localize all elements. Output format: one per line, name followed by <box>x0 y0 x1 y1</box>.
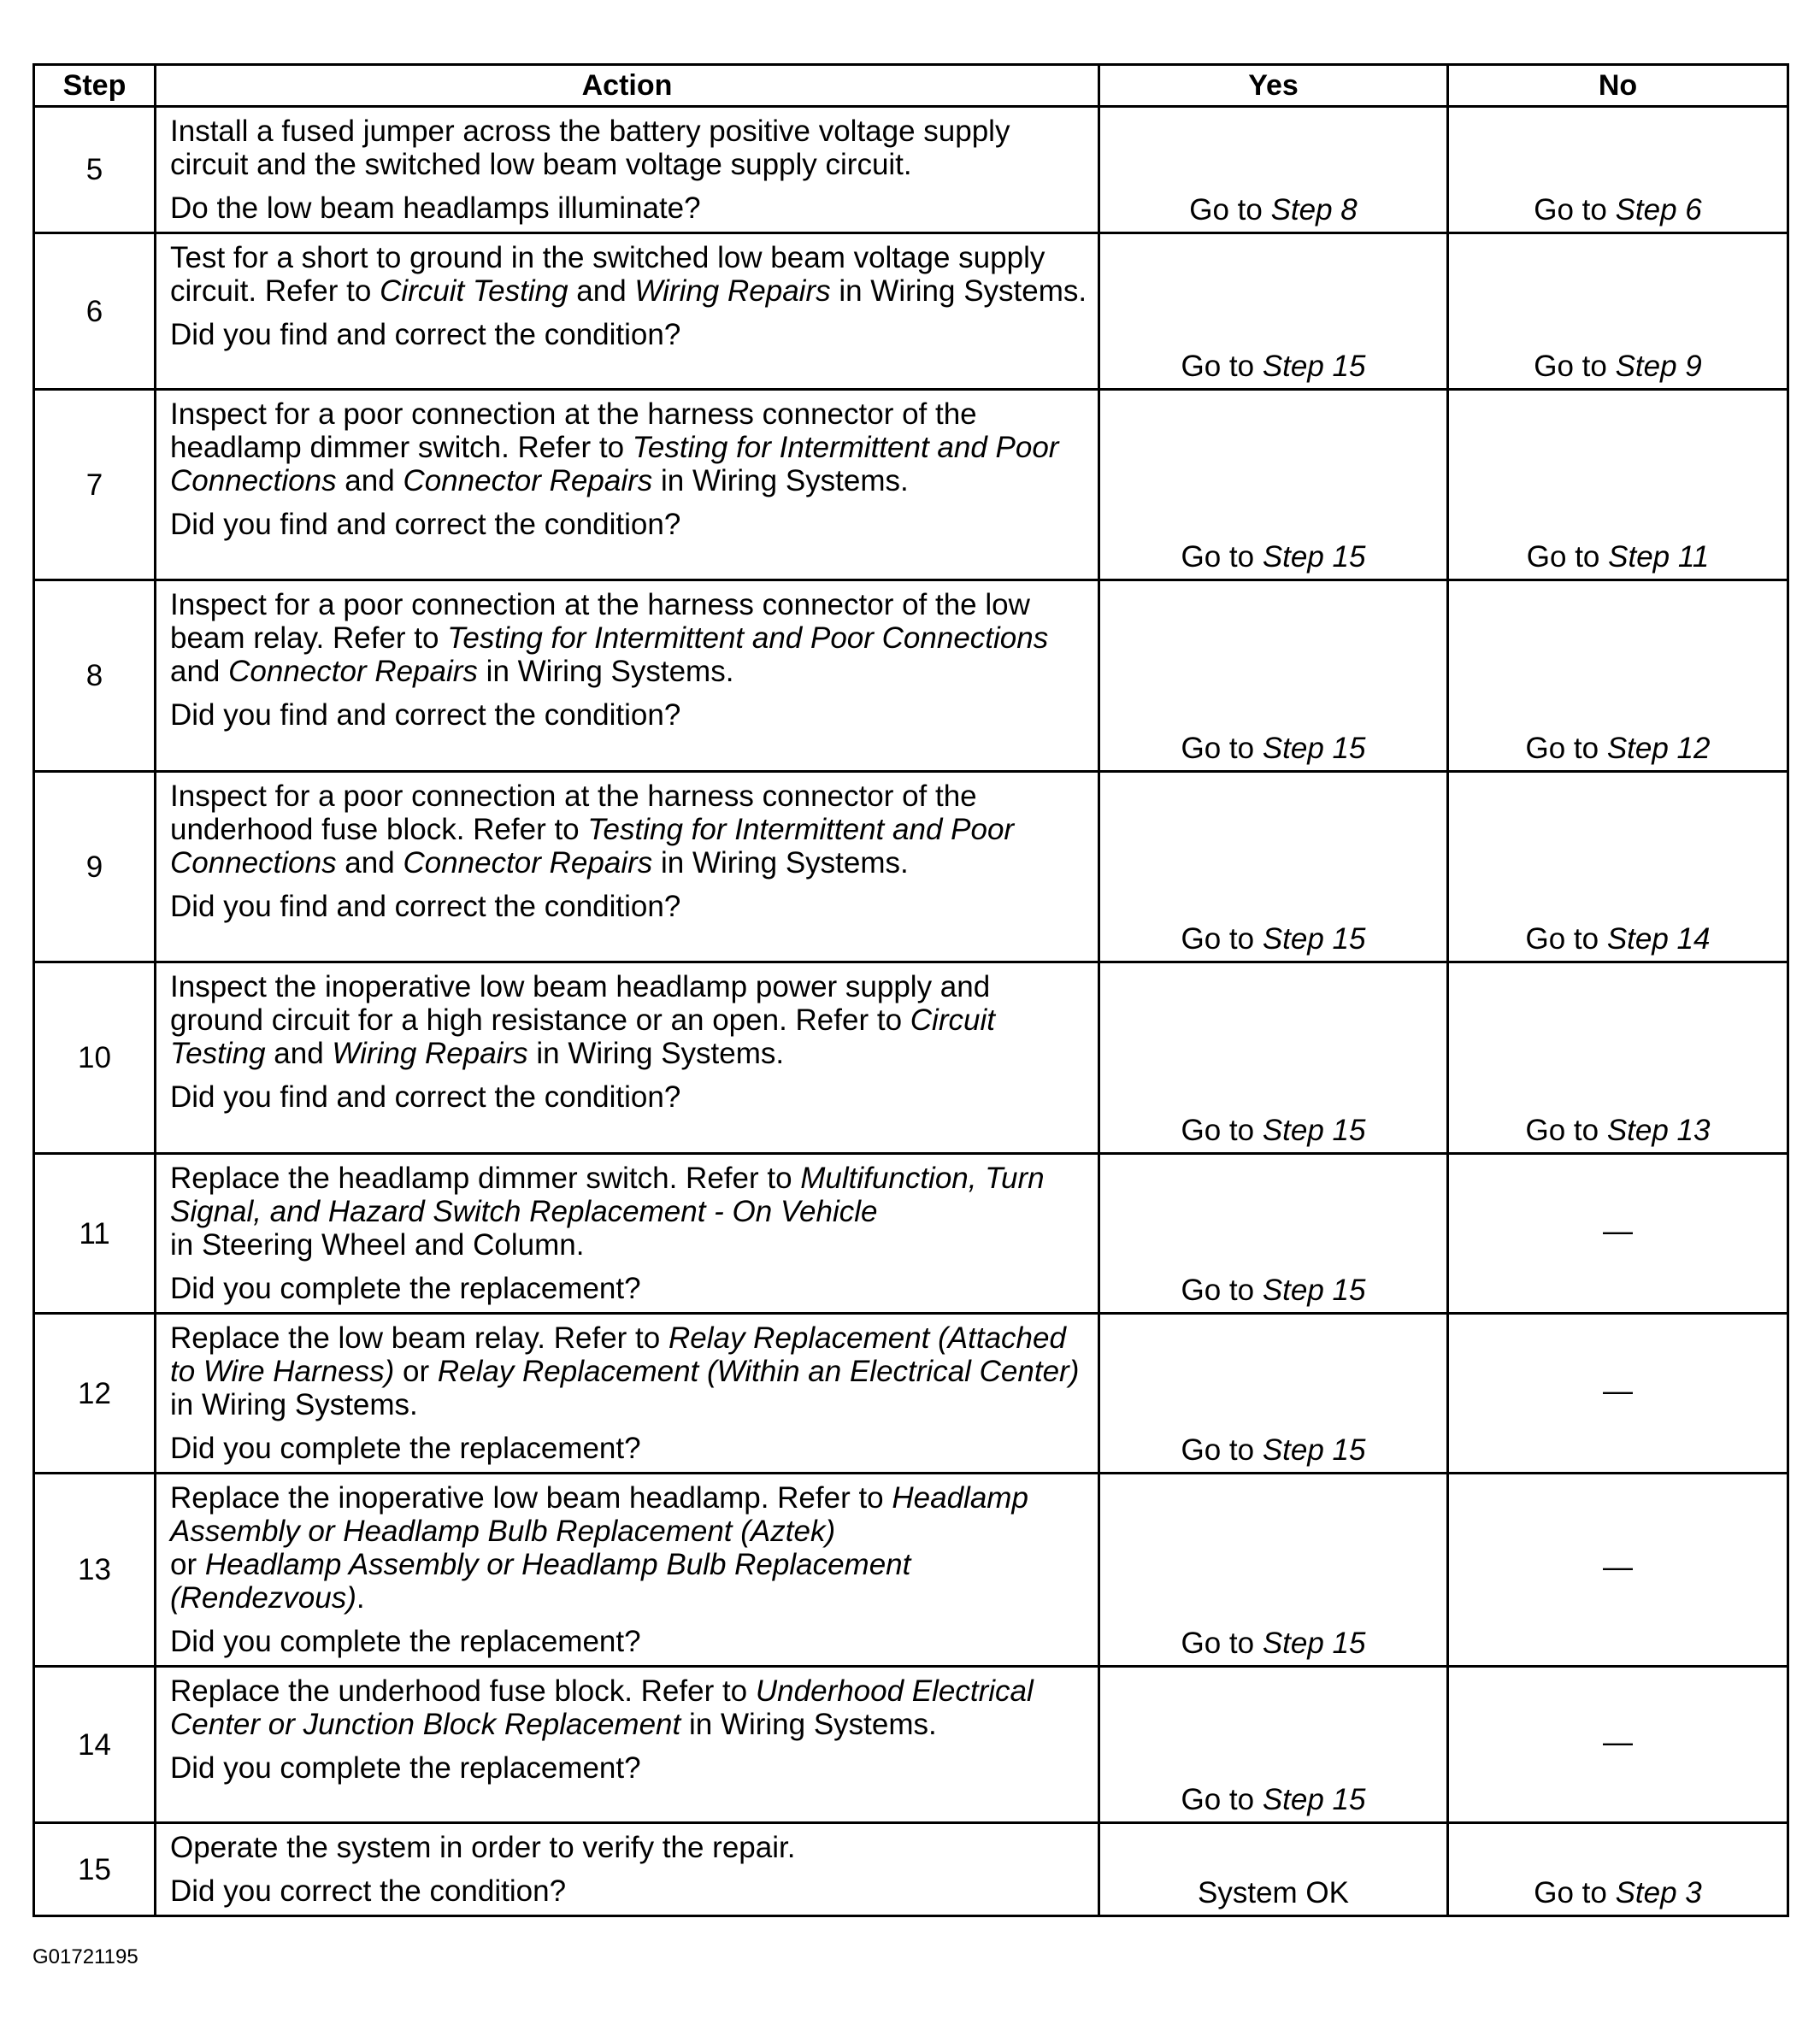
no-result <box>1448 390 1788 580</box>
no-result-none: — <box>1448 1314 1788 1474</box>
action-instruction <box>170 241 1087 308</box>
text-segment: or <box>394 1355 438 1388</box>
table-row <box>34 1474 1788 1667</box>
yes-result <box>1099 1667 1448 1823</box>
table-row <box>34 1667 1788 1823</box>
table-row <box>34 1314 1788 1474</box>
text-segment: and <box>170 655 229 688</box>
reference-link-text: Testing for Intermittent and Poor Connections <box>170 813 1015 880</box>
text-segment: in Wiring Systems. <box>652 846 909 880</box>
text-segment: Go to <box>1181 540 1263 574</box>
reference-link-text: Step 15 <box>1262 1274 1366 1307</box>
step-number: 6 <box>34 233 156 390</box>
text-segment: Install a fused jumper across the battery positive voltage supply circuit and the switched low beam voltage supply circuit. <box>170 115 1010 181</box>
text-segment: and <box>336 464 403 497</box>
action-question: Did you correct the condition? <box>170 1874 567 1908</box>
text-segment: . <box>356 1581 365 1615</box>
text-segment: Replace the low beam relay. Refer to <box>170 1321 669 1355</box>
step-number: 12 <box>34 1314 156 1474</box>
table-row <box>34 1154 1788 1314</box>
reference-link-text: Step 15 <box>1262 1114 1366 1147</box>
reference-link-text: Step 6 <box>1615 193 1702 227</box>
action-cell <box>156 233 1099 390</box>
reference-link-text: Connector Repairs <box>403 464 653 497</box>
text-segment: Go to <box>1189 193 1271 227</box>
action-question: Did you find and correct the condition? <box>170 698 681 732</box>
table-row <box>34 107 1788 233</box>
yes-result <box>1099 580 1448 772</box>
yes-result <box>1099 1474 1448 1667</box>
text-segment: Inspect for a poor connection at the harness connector of the headlamp dimmer switch. Refer to <box>170 397 977 464</box>
step-number: 14 <box>34 1667 156 1823</box>
action-question: Did you find and correct the condition? <box>170 318 681 351</box>
text-segment: Go to <box>1181 1433 1263 1467</box>
text-segment: Test for a short to ground in the switched low beam voltage supply circuit. Refer to <box>170 241 1045 308</box>
step-number: 15 <box>34 1823 156 1916</box>
text-segment: Replace the inoperative low beam headlamp. Refer to <box>170 1481 892 1515</box>
no-result-none: — <box>1448 1154 1788 1314</box>
action-instruction <box>170 588 1087 688</box>
text-segment: Go to <box>1181 1783 1263 1816</box>
text-segment: Inspect for a poor connection at the harness connector of the low beam relay. Refer to <box>170 588 1030 655</box>
text-segment: and <box>265 1037 333 1070</box>
reference-link-text: Step 3 <box>1615 1876 1702 1909</box>
text-segment: Replace the underhood fuse block. Refer to <box>170 1674 756 1708</box>
action-instruction <box>170 115 1087 181</box>
no-result <box>1448 233 1788 390</box>
action-question: Did you complete the replacement? <box>170 1272 641 1305</box>
text-segment: in Steering Wheel and Column. <box>170 1228 585 1262</box>
text-segment: Inspect for a poor connection at the harness connector of the underhood fuse block. Refer to <box>170 780 977 846</box>
action-cell <box>156 962 1099 1154</box>
reference-link-text: Multifunction, Turn Signal, and Hazard Switch Replacement - On Vehicle <box>170 1162 1045 1228</box>
text-segment: and <box>568 274 635 308</box>
text-segment: in Wiring Systems. <box>527 1037 785 1070</box>
action-question: Did you find and correct the condition? <box>170 508 681 541</box>
table-row <box>34 233 1788 390</box>
text-segment: Go to <box>1534 350 1616 383</box>
yes-result <box>1099 1314 1448 1474</box>
diagnostic-table <box>32 63 1789 1917</box>
yes-result <box>1099 107 1448 233</box>
yes-result <box>1099 962 1448 1154</box>
no-result <box>1448 107 1788 233</box>
action-cell <box>156 390 1099 580</box>
reference-link-text: Testing for Intermittent and Poor Connections <box>170 431 1059 497</box>
yes-result <box>1099 233 1448 390</box>
text-segment: System OK <box>1198 1876 1349 1909</box>
reference-link-text: Testing for Intermittent and Poor Connections <box>447 621 1049 655</box>
step-column-header: Step <box>34 65 156 107</box>
step-number: 5 <box>34 107 156 233</box>
reference-link-text: Step 15 <box>1262 732 1366 765</box>
reference-link-text: Step 15 <box>1262 540 1366 574</box>
table-row <box>34 390 1788 580</box>
no-result <box>1448 580 1788 772</box>
yes-result <box>1099 390 1448 580</box>
action-question: Did you find and correct the condition? <box>170 890 681 923</box>
figure-id: G01721195 <box>32 1945 138 1968</box>
action-cell <box>156 1154 1099 1314</box>
text-segment: in Wiring Systems. <box>170 1388 418 1421</box>
text-segment: in Wiring Systems. <box>477 655 734 688</box>
text-segment: in Wiring Systems. <box>830 274 1087 308</box>
reference-link-text: Connector Repairs <box>228 655 478 688</box>
action-cell <box>156 772 1099 962</box>
table-header-row <box>34 65 1788 107</box>
text-segment: Go to <box>1181 732 1263 765</box>
action-instruction <box>170 970 1087 1070</box>
action-question: Did you complete the replacement? <box>170 1432 641 1465</box>
reference-link-text: Step 15 <box>1262 1627 1366 1660</box>
reference-link-text: Step 15 <box>1262 922 1366 956</box>
reference-link-text: Relay Replacement (Within an Electrical Center) <box>437 1355 1080 1388</box>
text-segment: Go to <box>1525 922 1607 956</box>
action-question: Did you complete the replacement? <box>170 1625 641 1658</box>
reference-link-text: Step 9 <box>1615 350 1702 383</box>
table-row <box>34 580 1788 772</box>
text-segment: in Wiring Systems. <box>652 464 909 497</box>
action-cell <box>156 1667 1099 1823</box>
text-segment: Go to <box>1181 1274 1263 1307</box>
no-column-header: No <box>1448 65 1788 107</box>
action-question: Did you complete the replacement? <box>170 1751 641 1785</box>
reference-link-text: Headlamp Assembly or Headlamp Bulb Replacement (Aztek) <box>170 1481 1028 1548</box>
no-result <box>1448 772 1788 962</box>
no-result <box>1448 1823 1788 1916</box>
action-question: Do the low beam headlamps illuminate? <box>170 191 701 225</box>
reference-link-text: Circuit Testing <box>380 274 568 308</box>
text-segment: Go to <box>1181 1114 1263 1147</box>
reference-link-text: Headlamp Assembly or Headlamp Bulb Replacement (Rendezvous) <box>170 1548 911 1615</box>
text-segment: Go to <box>1526 540 1609 574</box>
reference-link-text: Connector Repairs <box>403 846 653 880</box>
text-segment: Go to <box>1525 732 1607 765</box>
text-segment: Go to <box>1181 1627 1263 1660</box>
reference-link-text: Underhood Electrical Center or Junction Block Replacement <box>170 1674 1034 1741</box>
no-result-none: — <box>1448 1474 1788 1667</box>
action-cell <box>156 1823 1099 1916</box>
reference-link-text: Step 15 <box>1262 350 1366 383</box>
text-segment: Operate the system in order to verify the repair. <box>170 1831 796 1864</box>
action-instruction <box>170 1321 1087 1421</box>
table-row <box>34 772 1788 962</box>
step-number: 8 <box>34 580 156 772</box>
action-question: Did you find and correct the condition? <box>170 1080 681 1114</box>
reference-link-text: Step 8 <box>1270 193 1358 227</box>
table-row <box>34 962 1788 1154</box>
text-segment: Go to <box>1181 922 1263 956</box>
text-segment: Go to <box>1525 1114 1607 1147</box>
action-instruction <box>170 1674 1087 1741</box>
text-segment: Inspect the inoperative low beam headlamp power supply and ground circuit for a high resistance or an open. Refer to <box>170 970 991 1037</box>
reference-link-text: Step 13 <box>1606 1114 1711 1147</box>
action-instruction <box>170 780 1087 880</box>
text-segment: Go to <box>1181 350 1263 383</box>
yes-result <box>1099 772 1448 962</box>
action-cell <box>156 1474 1099 1667</box>
reference-link-text: Step 15 <box>1262 1783 1366 1816</box>
action-instruction <box>170 1481 1087 1548</box>
text-segment: Go to <box>1534 1876 1616 1909</box>
reference-link-text: Step 11 <box>1608 540 1710 574</box>
action-instruction <box>170 1548 1087 1615</box>
action-cell <box>156 580 1099 772</box>
reference-link-text: Wiring Repairs <box>634 274 831 308</box>
yes-column-header: Yes <box>1099 65 1448 107</box>
step-number: 9 <box>34 772 156 962</box>
reference-link-text: Circuit Testing <box>170 1003 995 1070</box>
action-instruction <box>170 1162 1087 1228</box>
action-cell <box>156 107 1099 233</box>
reference-link-text: Step 15 <box>1262 1433 1366 1467</box>
text-segment: in Wiring Systems. <box>680 1708 937 1741</box>
no-result-none: — <box>1448 1667 1788 1823</box>
action-instruction <box>170 1831 1087 1864</box>
no-result <box>1448 962 1788 1154</box>
text-segment: or <box>170 1548 205 1581</box>
step-number: 13 <box>34 1474 156 1667</box>
action-instruction <box>170 397 1087 497</box>
table-row <box>34 1823 1788 1916</box>
action-column-header: Action <box>156 65 1099 107</box>
text-segment: Go to <box>1534 193 1616 227</box>
reference-link-text: Wiring Repairs <box>332 1037 528 1070</box>
step-number: 7 <box>34 390 156 580</box>
step-number: 11 <box>34 1154 156 1314</box>
yes-result <box>1099 1154 1448 1314</box>
reference-link-text: Step 12 <box>1606 732 1711 765</box>
text-segment: and <box>336 846 403 880</box>
action-instruction <box>170 1228 1087 1262</box>
step-number: 10 <box>34 962 156 1154</box>
reference-link-text: Step 14 <box>1606 922 1711 956</box>
reference-link-text: Relay Replacement (Attached to Wire Harness) <box>170 1321 1066 1388</box>
text-segment: Replace the headlamp dimmer switch. Refer to <box>170 1162 801 1195</box>
yes-result <box>1099 1823 1448 1916</box>
action-cell <box>156 1314 1099 1474</box>
